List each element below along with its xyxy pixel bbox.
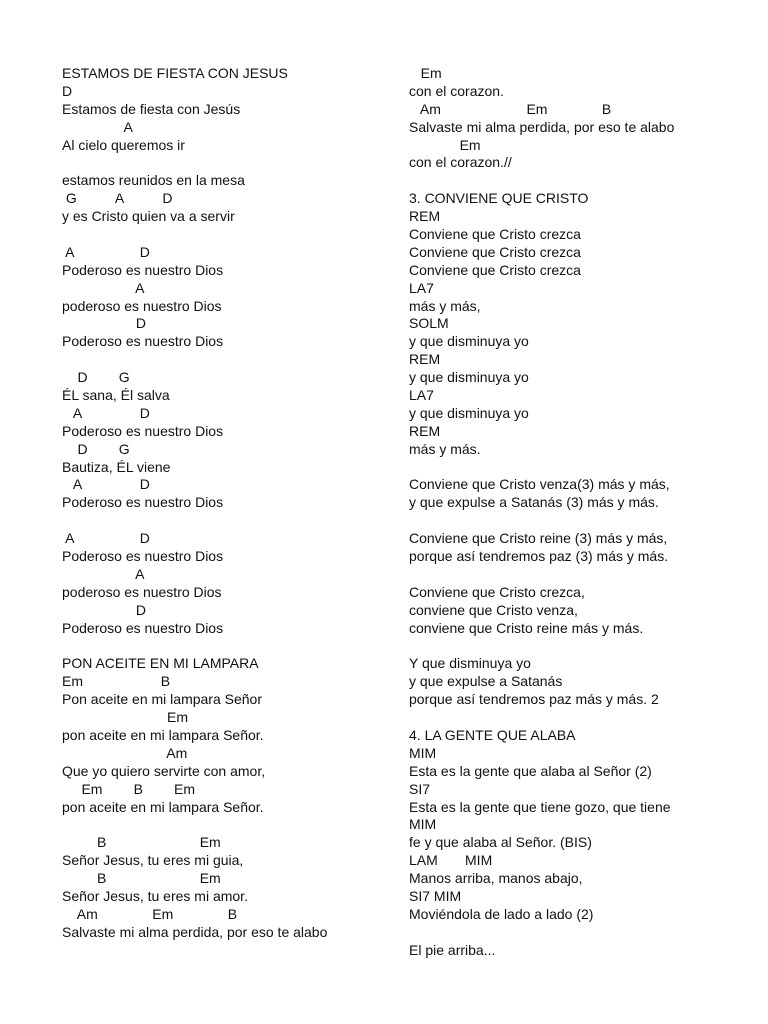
text-line: Poderoso es nuestro Dios: [62, 548, 224, 565]
text-line: con el corazon.//: [409, 154, 512, 171]
text-line: y que disminuya yo: [409, 404, 529, 421]
text-line: B Em: [62, 870, 221, 887]
text-line: LAM MIM: [409, 852, 493, 869]
text-line: [409, 512, 759, 530]
text-line: A: [62, 565, 145, 582]
text-line: D G: [62, 440, 130, 457]
text-line: [409, 459, 759, 477]
text-line: porque así tendremos paz (3) más y más.: [409, 548, 669, 565]
text-line: El pie arriba...: [409, 941, 496, 958]
text-line: y que expulse a Satanás (3) más y más.: [409, 494, 659, 511]
text-line: [62, 154, 392, 172]
text-line: Pon aceite en mi lampara Señor: [62, 691, 262, 708]
text-line: A D: [62, 404, 150, 421]
text-line: Poderoso es nuestro Dios: [62, 333, 224, 350]
text-line: Y que disminuya yo: [409, 655, 531, 672]
text-line: 3. CONVIENE QUE CRISTO: [409, 190, 589, 207]
text-line: poderoso es nuestro Dios: [62, 297, 222, 314]
text-line: y que disminuya yo: [409, 369, 529, 386]
text-line: MIM: [409, 744, 437, 761]
text-line: ÉL sana, Él salva: [62, 387, 170, 404]
text-line: [62, 512, 392, 530]
text-line: REM: [409, 422, 441, 439]
text-line: Conviene que Cristo crezca: [409, 226, 581, 243]
text-line: Em: [409, 136, 481, 153]
text-line: [62, 638, 392, 656]
text-line: Poderoso es nuestro Dios: [62, 619, 224, 636]
text-line: A D: [62, 476, 150, 493]
text-line: [62, 226, 392, 244]
text-line: [409, 172, 759, 190]
text-line: conviene que Cristo venza,: [409, 601, 578, 618]
text-line: con el corazon.: [409, 82, 504, 99]
text-line: Al cielo queremos ir: [62, 136, 185, 153]
text-line: B Em: [62, 834, 221, 851]
text-line: Am Em B: [409, 100, 612, 117]
text-line: Em: [62, 709, 189, 726]
text-line: Conviene que Cristo reine (3) más y más,: [409, 530, 668, 547]
text-line: [409, 638, 759, 656]
text-line: Salvaste mi alma perdida, por eso te alabo: [62, 923, 328, 940]
text-line: Señor Jesus, tu eres mi amor.: [62, 887, 248, 904]
text-line: LA7: [409, 387, 434, 404]
text-line: estamos reunidos en la mesa: [62, 172, 245, 189]
text-line: Am Em B: [62, 905, 238, 922]
text-line: MIM: [409, 816, 437, 833]
text-line: Esta es la gente que tiene gozo, que tiene: [409, 798, 671, 815]
text-line: y es Cristo quien va a servir: [62, 208, 235, 225]
text-line: SI7 MIM: [409, 887, 462, 904]
text-line: más y más,: [409, 297, 481, 314]
text-line: Em B: [62, 673, 171, 690]
text-line: Em: [409, 65, 442, 81]
text-line: Conviene que Cristo crezca,: [409, 583, 585, 600]
text-line: poderoso es nuestro Dios: [62, 583, 222, 600]
text-line: Moviéndola de lado a lado (2): [409, 905, 594, 922]
text-line: Bautiza, ÉL viene: [62, 458, 171, 475]
text-line: [62, 816, 392, 834]
text-line: pon aceite en mi lampara Señor.: [62, 726, 264, 743]
text-line: A: [62, 279, 145, 296]
text-line: LA7: [409, 279, 434, 296]
text-line: Que yo quiero servirte con amor,: [62, 762, 266, 779]
text-line: D: [62, 315, 147, 332]
text-line: ESTAMOS DE FIESTA CON JESUS: [62, 65, 288, 81]
text-line: A: [62, 118, 133, 135]
text-line: Salvaste mi alma perdida, por eso te alabo: [409, 118, 675, 135]
text-line: A D: [62, 243, 150, 260]
text-line: Conviene que Cristo crezca: [409, 243, 581, 260]
text-line: Em B Em: [62, 780, 196, 797]
text-line: A D: [62, 530, 150, 547]
text-line: SOLM: [409, 315, 449, 332]
text-line: y que expulse a Satanás: [409, 673, 563, 690]
text-line: D: [62, 82, 73, 99]
text-line: SI7: [409, 780, 431, 797]
text-line: pon aceite en mi lampara Señor.: [62, 798, 264, 815]
text-line: REM: [409, 351, 441, 368]
text-line: PON ACEITE EN MI LAMPARA: [62, 655, 259, 672]
text-line: Poderoso es nuestro Dios: [62, 422, 224, 439]
text-line: Am: [62, 744, 188, 761]
text-line: y que disminuya yo: [409, 333, 529, 350]
text-line: Poderoso es nuestro Dios: [62, 261, 224, 278]
text-line: fe y que alaba al Señor. (BIS): [409, 834, 592, 851]
text-line: conviene que Cristo reine más y más.: [409, 619, 644, 636]
right-column: [409, 65, 759, 960]
text-line: [409, 566, 759, 584]
text-line: G A D: [62, 190, 173, 207]
text-line: Conviene que Cristo crezca: [409, 261, 581, 278]
text-line: Esta es la gente que alaba al Señor (2): [409, 762, 652, 779]
text-line: [409, 709, 759, 727]
text-line: 4. LA GENTE QUE ALABA: [409, 726, 576, 743]
text-line: Señor Jesus, tu eres mi guia,: [62, 852, 244, 869]
text-line: D: [62, 601, 147, 618]
text-line: Conviene que Cristo venza(3) más y más,: [409, 476, 670, 493]
text-line: REM: [409, 208, 441, 225]
text-line: Estamos de fiesta con Jesús: [62, 100, 241, 117]
text-line: [409, 924, 759, 942]
text-line: más y más.: [409, 440, 481, 457]
text-line: Poderoso es nuestro Dios: [62, 494, 224, 511]
text-line: Manos arriba, manos abajo,: [409, 870, 583, 887]
text-line: [62, 351, 392, 369]
text-line: porque así tendremos paz más y más. 2: [409, 691, 659, 708]
text-line: D G: [62, 369, 130, 386]
left-column: [62, 65, 392, 942]
